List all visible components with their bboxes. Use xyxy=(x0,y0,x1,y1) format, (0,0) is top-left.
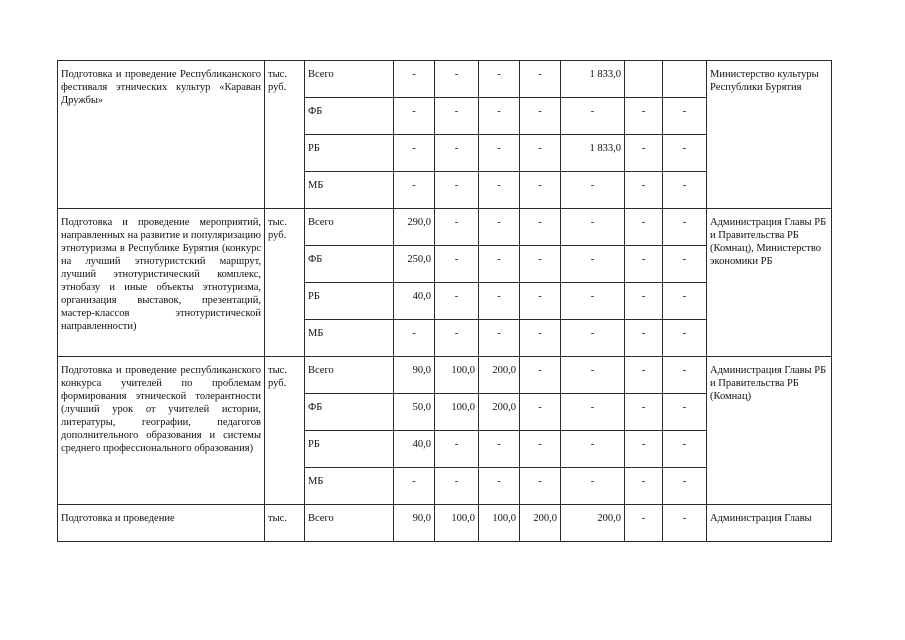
value-cell: - xyxy=(394,320,435,357)
unit-cell: тыс. xyxy=(265,505,305,542)
program-table xyxy=(57,60,832,542)
value-cell: - xyxy=(663,98,707,135)
value-cell: - xyxy=(561,320,625,357)
responsible-organization: Администрация Главы РБ и Правительства РБ (Комнац) xyxy=(707,357,832,505)
value-cell: 200,0 xyxy=(561,505,625,542)
value-cell: - xyxy=(561,246,625,283)
value-cell: - xyxy=(394,468,435,505)
value-cell: - xyxy=(520,357,561,394)
activity-description: Подготовка и проведение Республиканского фестиваля этнических культур «Караван Дружбы» xyxy=(58,61,265,209)
value-cell: 90,0 xyxy=(394,357,435,394)
funding-source-cell: Всего xyxy=(305,61,394,98)
value-cell: - xyxy=(663,431,707,468)
value-cell: - xyxy=(561,209,625,246)
value-cell: - xyxy=(625,505,663,542)
value-cell: - xyxy=(479,468,520,505)
value-cell: - xyxy=(435,246,479,283)
value-cell: - xyxy=(520,61,561,98)
value-cell: - xyxy=(561,283,625,320)
value-cell: - xyxy=(520,394,561,431)
value-cell: 90,0 xyxy=(394,505,435,542)
value-cell: - xyxy=(520,98,561,135)
value-cell: - xyxy=(520,431,561,468)
funding-source-cell: ФБ xyxy=(305,394,394,431)
value-cell: - xyxy=(479,246,520,283)
value-cell: - xyxy=(479,98,520,135)
value-cell: - xyxy=(520,135,561,172)
value-cell: - xyxy=(435,431,479,468)
value-cell: 40,0 xyxy=(394,283,435,320)
value-cell: 250,0 xyxy=(394,246,435,283)
table-row xyxy=(58,209,832,246)
funding-source-cell: МБ xyxy=(305,320,394,357)
value-cell: - xyxy=(663,394,707,431)
unit-cell: тыс. руб. xyxy=(265,61,305,209)
value-cell: - xyxy=(663,246,707,283)
value-cell: - xyxy=(561,431,625,468)
value-cell: - xyxy=(520,320,561,357)
funding-source-cell: РБ xyxy=(305,135,394,172)
table-row xyxy=(58,505,832,542)
funding-source-cell: Всего xyxy=(305,505,394,542)
value-cell: - xyxy=(520,172,561,209)
value-cell: - xyxy=(561,468,625,505)
funding-source-cell: РБ xyxy=(305,283,394,320)
value-cell: - xyxy=(663,357,707,394)
value-cell: - xyxy=(561,394,625,431)
table-body xyxy=(58,61,832,542)
value-cell: - xyxy=(561,172,625,209)
value-cell xyxy=(625,61,663,98)
value-cell: 100,0 xyxy=(435,357,479,394)
value-cell: - xyxy=(625,98,663,135)
value-cell: - xyxy=(435,209,479,246)
activity-description: Подготовка и проведение мероприятий, направленных на развитие и популяризацию этнотуризма в Республике Бурятия (конкурс на лучший этнотуристский маршрут, лучший этнотуристический комплекс, этнобазу и иные объекты этнотуризма, организация выставок, презентаций, мастер-классов этнотуристической направленности) xyxy=(58,209,265,357)
value-cell: - xyxy=(435,468,479,505)
value-cell: - xyxy=(479,61,520,98)
value-cell: - xyxy=(394,172,435,209)
value-cell: - xyxy=(479,172,520,209)
value-cell: - xyxy=(625,468,663,505)
value-cell: 200,0 xyxy=(479,394,520,431)
value-cell: - xyxy=(663,320,707,357)
value-cell: - xyxy=(663,505,707,542)
value-cell: - xyxy=(625,283,663,320)
table-row xyxy=(58,357,832,394)
value-cell: - xyxy=(479,209,520,246)
responsible-organization: Администрация Главы РБ и Правительства РБ (Комнац), Министерство экономики РБ xyxy=(707,209,832,357)
responsible-organization: Министерство культуры Республики Бурятия xyxy=(707,61,832,209)
value-cell: - xyxy=(663,283,707,320)
value-cell: - xyxy=(625,320,663,357)
value-cell: - xyxy=(520,283,561,320)
value-cell: - xyxy=(625,172,663,209)
table-row xyxy=(58,61,832,98)
value-cell: - xyxy=(435,98,479,135)
value-cell: - xyxy=(520,468,561,505)
value-cell: - xyxy=(479,135,520,172)
value-cell: - xyxy=(561,357,625,394)
value-cell: - xyxy=(394,61,435,98)
activity-description: Подготовка и проведение xyxy=(58,505,265,542)
value-cell: 290,0 xyxy=(394,209,435,246)
funding-source-cell: ФБ xyxy=(305,98,394,135)
value-cell: - xyxy=(435,172,479,209)
value-cell: - xyxy=(394,135,435,172)
value-cell: - xyxy=(663,468,707,505)
value-cell: - xyxy=(520,209,561,246)
value-cell: 100,0 xyxy=(435,394,479,431)
value-cell: - xyxy=(479,283,520,320)
funding-source-cell: ФБ xyxy=(305,246,394,283)
funding-source-cell: МБ xyxy=(305,468,394,505)
unit-cell: тыс. руб. xyxy=(265,209,305,357)
value-cell: 200,0 xyxy=(520,505,561,542)
value-cell: - xyxy=(520,246,561,283)
value-cell: 40,0 xyxy=(394,431,435,468)
value-cell: 100,0 xyxy=(479,505,520,542)
value-cell: - xyxy=(625,246,663,283)
unit-cell: тыс. руб. xyxy=(265,357,305,505)
value-cell: - xyxy=(663,135,707,172)
value-cell: 50,0 xyxy=(394,394,435,431)
value-cell: - xyxy=(435,61,479,98)
value-cell: 100,0 xyxy=(435,505,479,542)
responsible-organization: Администрация Главы xyxy=(707,505,832,542)
value-cell: 1 833,0 xyxy=(561,135,625,172)
value-cell: - xyxy=(625,135,663,172)
value-cell: - xyxy=(663,172,707,209)
activity-description: Подготовка и проведение республиканского конкурса учителей по проблемам формирования этнической толерантности (лучший урок от учителей истории, литературы, географии, педагогов дополнительного образования и системы среднего профессионального образования) xyxy=(58,357,265,505)
value-cell: - xyxy=(435,135,479,172)
value-cell xyxy=(663,61,707,98)
value-cell: 1 833,0 xyxy=(561,61,625,98)
value-cell: - xyxy=(663,209,707,246)
funding-source-cell: Всего xyxy=(305,357,394,394)
value-cell: - xyxy=(479,320,520,357)
value-cell: - xyxy=(561,98,625,135)
value-cell: - xyxy=(625,209,663,246)
value-cell: - xyxy=(625,394,663,431)
value-cell: - xyxy=(625,431,663,468)
funding-source-cell: РБ xyxy=(305,431,394,468)
value-cell: - xyxy=(435,283,479,320)
funding-source-cell: МБ xyxy=(305,172,394,209)
value-cell: - xyxy=(625,357,663,394)
value-cell: - xyxy=(435,320,479,357)
value-cell: - xyxy=(479,431,520,468)
value-cell: - xyxy=(394,98,435,135)
funding-source-cell: Всего xyxy=(305,209,394,246)
value-cell: 200,0 xyxy=(479,357,520,394)
